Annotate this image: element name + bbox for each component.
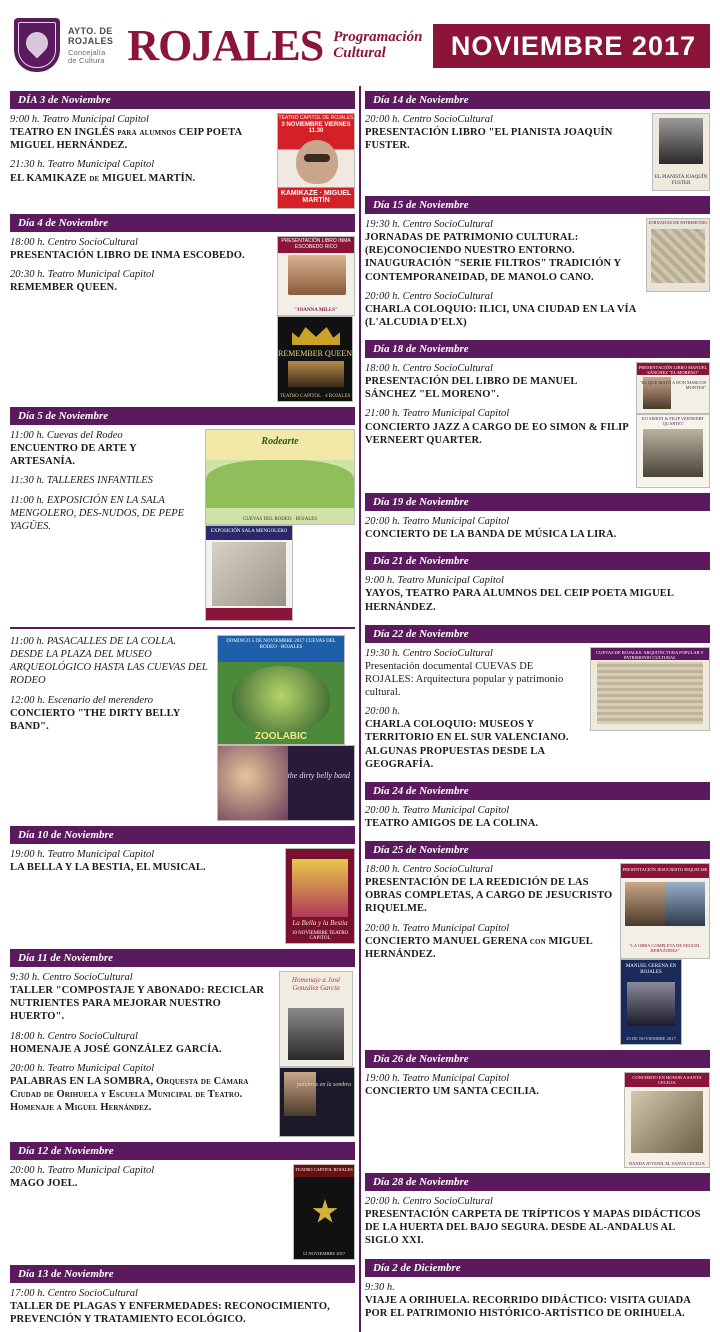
day-artwork [279, 971, 355, 1137]
event-entry [10, 113, 271, 152]
event-entry [365, 1195, 704, 1248]
poster-la-bella-y-la-bestia [285, 848, 355, 944]
day-block [10, 1164, 355, 1260]
poster-homenaje-jose-gonzalez [279, 971, 353, 1067]
event-entry [10, 429, 199, 468]
poster-mengolero [205, 525, 293, 621]
event-entry [365, 705, 584, 771]
event-title: REMEMBER QUEEN. [10, 282, 118, 294]
event-time: 20:00 h. Teatro Municipal Capitol [364, 922, 510, 934]
day-artwork [277, 236, 355, 402]
day-header: Día 2 de Diciembre [365, 1259, 710, 1277]
day-entries [365, 863, 614, 967]
coat-of-arms-icon [14, 18, 60, 74]
poster-title: the dirty belly band [287, 771, 351, 780]
poster-libro-el-moreno [636, 362, 710, 414]
event-title: TALLER "COMPOSTAJE Y ABONADO: RECICLAR NUTRIENTES PARA MEJORAR NUESTRO HUERTO". [10, 985, 265, 1023]
poster-header: PRESENTACIÓN LIBRO MANUEL SÁNCHEZ "EL MORENO" [638, 365, 708, 375]
event-entry [10, 474, 199, 487]
poster-label: TEATRO CAPITOL DE ROJALES [278, 115, 354, 121]
day-block [365, 863, 710, 1045]
poster-bottom: BANDA JUVENIL M. SANTA CECILIA [629, 1161, 705, 1166]
poster-header: TEATRO CAPITOL ROJALES [294, 1165, 354, 1177]
event-time: 11:30 h. TALLERES INFANTILES [10, 475, 153, 487]
ayto-line-1: AYTO. DE [68, 26, 113, 37]
day-block [365, 218, 710, 335]
day-header: Día 22 de Noviembre [365, 625, 710, 643]
day-entries [365, 1195, 704, 1254]
event-entry [10, 1030, 273, 1056]
day-entries [365, 647, 584, 777]
event-title: YAYOS, TEATRO PARA ALUMNOS DEL CEIP POETA MIGUEL HERNÁNDEZ. [364, 588, 674, 613]
poster-header: PRESENTACIÓN JESUCRISTO RIQUELME [621, 864, 709, 878]
day-block [10, 1287, 355, 1332]
event-title: JORNADAS DE PATRIMONIO CULTURAL: (RE)CONOCIENDO NUESTRO ENTORNO. INAUGURACIÓN "SERIE FILTROS" TRADICIÓN Y CONTEMPORANEIDAD, DE MANOLO CANO. [364, 232, 621, 283]
event-time: 9:00 h. Teatro Municipal Capitol [10, 114, 149, 125]
day-artwork [652, 113, 710, 191]
event-time: 11:00 h. PASACALLES DE LA COLLA. DESDE LA PLAZA DEL MUSEO ARQUEOLÓGICO HASTA LAS CUEVAS DEL RODEO [10, 636, 208, 687]
event-time: 18:00 h. Centro SocioCultural [364, 864, 493, 875]
poster-title: Homenaje a José González García [291, 976, 341, 992]
day-header: Día 28 de Noviembre [365, 1173, 710, 1191]
event-time: 21:30 h. Teatro Municipal Capitol [10, 159, 155, 171]
day-entries [365, 1281, 704, 1326]
day-block [365, 113, 710, 191]
day-artwork [636, 362, 710, 488]
poster-title: EO SIMON & FILIP VERNEERT QUARTET [641, 416, 705, 426]
poster-concierto-jazz [636, 414, 710, 488]
day-artwork [277, 113, 355, 209]
event-title: PRESENTACIÓN LIBRO DE INMA ESCOBEDO. [10, 250, 245, 262]
event-entry [10, 158, 271, 184]
day-artwork [646, 218, 710, 292]
event-entry [365, 574, 704, 613]
day-block [10, 113, 355, 209]
event-time: 20:00 h. Teatro Municipal Capitol [10, 1165, 155, 1176]
event-time: 18:00 h. Centro SocioCultural [10, 237, 138, 248]
day-header: Día 18 de Noviembre [365, 340, 710, 358]
day-artwork [217, 635, 355, 821]
poster-top: PRESENTACIÓN LIBRO INMA ESCOBEDO RICO [278, 237, 354, 253]
event-time: 11:00 h. EXPOSICIÓN EN LA SALA MENGOLERO, DES-NUDOS, DE PEPE YAGÜES. [10, 494, 185, 532]
event-entry [365, 1281, 704, 1320]
event-title: PRESENTACIÓN DEL LIBRO DE MANUEL SÁNCHEZ "EL MORENO". [364, 376, 577, 401]
event-time: 20:30 h. Teatro Municipal Capitol [10, 269, 155, 281]
poster-title: MANUEL GERENA EN ROJALES [625, 964, 677, 975]
poster-kamikaze [277, 113, 355, 209]
event-time: 20:00 h. [364, 706, 400, 718]
poster-palabras-en-la-sombra [279, 1067, 355, 1137]
event-entry [365, 647, 584, 700]
event-title: CHARLA COLOQUIO: ILICI, UNA CIUDAD EN LA VÍA (L'ALCUDIA D'ELX) [364, 303, 636, 328]
day-artwork [285, 848, 355, 944]
event-time: 20:00 h. Teatro Municipal Capitol [364, 516, 510, 527]
page-header [0, 0, 720, 86]
poster-title: Rodearte [261, 436, 299, 447]
poster-bottom: 25 DE NOVIEMBRE 2017 [626, 1036, 676, 1041]
day-header: Día 4 de Noviembre [10, 214, 355, 232]
event-title: CONCIERTO "THE DIRTY BELLY BAND". [10, 707, 180, 732]
day-header: Día 19 de Noviembre [365, 493, 710, 511]
poster-title: La Bella y la Bestia [292, 919, 348, 927]
event-title: CONCIERTO UM SANTA CECILIA. [364, 1086, 540, 1098]
day-header: Día 25 de Noviembre [365, 841, 710, 859]
event-time: 9:00 h. Teatro Municipal Capitol [364, 575, 504, 587]
event-time: 17:00 h. Centro SocioCultural [10, 1288, 138, 1299]
poster-dirty-belly-band [217, 745, 355, 821]
event-time: 19:30 h. Centro SocioCultural [364, 219, 493, 230]
day-entries [365, 218, 640, 335]
right-column [365, 86, 710, 1332]
day-header: Día 24 de Noviembre [365, 782, 710, 800]
event-entry [365, 407, 630, 446]
poster-santa-cecilia [624, 1072, 710, 1168]
event-title: MAGO JOEL. [10, 1178, 78, 1190]
poster-title: JORNADAS DE PATRIMONIO [648, 220, 708, 225]
day-entries [10, 1164, 287, 1196]
poster-bottom: KAMIKAZE · MIGUEL MARTÍN [280, 190, 352, 204]
day-entries [10, 971, 273, 1120]
event-time: 19:30 h. Centro SocioCultural [364, 647, 493, 659]
event-time: 9:30 h. Centro SocioCultural [10, 972, 133, 983]
subtitle [333, 30, 422, 62]
poster-band: 3 NOVIEMBRE VIERNES 11.30 [281, 122, 351, 134]
day-entries [365, 574, 704, 619]
day-header: Día 12 de Noviembre [10, 1142, 355, 1160]
event-title: CONCIERTO JAZZ A CARGO DE EO SIMON & FILIP VERNEERT QUARTER. [364, 421, 629, 446]
subtitle-line-1: Programación [333, 29, 423, 46]
event-entry [10, 694, 211, 733]
day-entries [10, 113, 271, 191]
event-title: CONCIERTO MANUEL GERENA con MIGUEL HERNÁNDEZ. [364, 935, 593, 960]
event-entry [365, 515, 704, 541]
poster-text: "LA OBRA COMPLETA DE MIGUEL HERNÁNDEZ" [629, 943, 701, 954]
day-block [365, 1072, 710, 1168]
event-title: TEATRO AMIGOS DE LA COLINA. [364, 817, 539, 829]
day-block [10, 848, 355, 944]
poster-title: REMEMBER QUEEN [278, 349, 353, 358]
column-divider [359, 86, 361, 1332]
section-divider [10, 627, 355, 629]
day-entries [365, 1072, 618, 1104]
day-block [10, 971, 355, 1137]
event-title: EL KAMIKAZE de MIGUEL MARTÍN. [10, 172, 196, 184]
poster-manuel-gerena [620, 959, 682, 1045]
day-block [365, 804, 710, 836]
event-time: 20:00 h. Teatro Municipal Capitol [10, 1062, 155, 1074]
event-entry [10, 1062, 273, 1115]
day-block [365, 574, 710, 619]
event-time: 20:00 h. Centro SocioCultural [364, 1196, 493, 1207]
ayto-line-4: de Cultura [68, 55, 105, 65]
poster-rodearte [205, 429, 355, 525]
event-title: VIAJE A ORIHUELA. RECORRIDO DIDÁCTICO: VISITA GUIADA POR EL PATRIMONIO HISTÓRICO-ARTÍSTICO DE ORIHUELA. [364, 1294, 691, 1319]
day-header: Día 11 de Noviembre [10, 949, 355, 967]
municipality-label [68, 27, 113, 65]
event-entry [365, 290, 640, 329]
poster-title: palabras en la sombra [296, 1082, 352, 1088]
event-entry [10, 236, 271, 262]
event-entry [365, 1072, 618, 1098]
event-time: 19:00 h. Teatro Municipal Capitol [364, 1073, 510, 1084]
poster-cuevas-de-rojales [590, 647, 710, 731]
event-entry [10, 848, 279, 874]
day-artwork [205, 429, 355, 621]
day-artwork [293, 1164, 355, 1260]
event-entry [365, 804, 704, 830]
event-time: 21:00 h. Teatro Municipal Capitol [364, 408, 510, 420]
event-title: LA BELLA Y LA BESTIA, EL MUSICAL. [10, 862, 206, 874]
left-column [10, 86, 355, 1332]
event-entry [365, 218, 640, 284]
event-title: Presentación documental CUEVAS DE ROJALES: Arquitectura popular y patrimonio cultural. [364, 660, 564, 698]
event-title: PRESENTACIÓN DE LA REEDICIÓN DE LAS OBRAS COMPLETAS, A CARGO DE JESUCRISTO RIQUELME. [364, 877, 613, 915]
day-block [365, 1281, 710, 1326]
month-badge: NOVIEMBRE 2017 [433, 24, 710, 68]
event-title: PRESENTACIÓN LIBRO "EL PIANISTA JOAQUÍN FUSTER. [364, 127, 613, 152]
event-time: 11:00 h. Cuevas del Rodeo [10, 430, 123, 441]
day-entries [10, 1287, 349, 1332]
day-block [365, 515, 710, 547]
day-entries [365, 515, 704, 547]
day-block [365, 362, 710, 488]
day-block [10, 429, 355, 621]
event-time: 20:00 h. Teatro Municipal Capitol [364, 804, 510, 816]
poster-text: "EL QUE MATÓ A DON MARCOS MONTES" [639, 380, 706, 390]
poster-bottom: 10 NOVIEMBRE TEATRO CAPITOL [291, 931, 349, 941]
day-entries [10, 635, 211, 739]
poster-title: EL PIANISTA JOAQUÍN FUSTER [654, 175, 708, 186]
poster-header: EXPOSICIÓN SALA MENGOLERO [206, 526, 292, 540]
day-block [10, 635, 355, 821]
day-entries [10, 848, 279, 880]
poster-remember-queen [277, 316, 353, 402]
event-time: 19:00 h. Teatro Municipal Capitol [10, 849, 155, 860]
day-header: DÍA 3 de Noviembre [10, 91, 355, 109]
subtitle-line-2: Cultural [333, 45, 386, 61]
poster-bottom: "JOANNA MILLS" [294, 308, 338, 313]
event-time: 18:00 h. Centro SocioCultural [364, 363, 493, 374]
day-entries [365, 113, 646, 158]
day-header: Día 15 de Noviembre [365, 196, 710, 214]
day-artwork [624, 1072, 710, 1168]
day-header: Día 21 de Noviembre [365, 552, 710, 570]
day-entries [10, 236, 271, 301]
event-title: PRESENTACIÓN CARPETA DE TRÍPTICOS Y MAPAS DIDÁCTICOS DE LA HUERTA DEL BAJO SEGURA. DESDE AL-ANDALUS AL SIGLO XXI. [364, 1209, 701, 1247]
event-time: 12:00 h. Escenario del merendero [10, 694, 153, 706]
poster-zoolabic [217, 635, 345, 745]
event-entry [10, 268, 271, 294]
day-artwork [620, 863, 710, 1045]
day-block [10, 236, 355, 402]
day-artwork [590, 647, 710, 731]
day-header: Día 26 de Noviembre [365, 1050, 710, 1068]
day-header: Día 10 de Noviembre [10, 826, 355, 844]
poster-jesucristo-riquelme [620, 863, 710, 959]
day-entries [365, 362, 630, 453]
ayto-line-2: ROJALES [68, 35, 114, 46]
poster-header: CUEVAS DE ROJALES: ARQUITECTURA POPULAR Y PATRIMONIO CULTURAL [591, 648, 709, 660]
poster-bottom: CUEVAS DEL RODEO · ROJALES [242, 517, 318, 522]
day-header: Día 14 de Noviembre [365, 91, 710, 109]
event-entry [10, 635, 211, 688]
poster-bottom: 12 NOVIEMBRE 2017 [302, 1251, 346, 1256]
event-time: 9:30 h. [364, 1281, 395, 1293]
poster-bottom: TEATRO CAPITOL · 4 ROJALES [279, 394, 351, 399]
event-title: CHARLA COLOQUIO: MUSEOS Y TERRITORIO EN EL SUR VALENCIANO. ALGUNAS PROPUESTAS DESDE LA GEOGRAFÍA. [364, 719, 569, 770]
event-title: ENCUENTRO DE ARTE Y ARTESANÍA. [10, 443, 137, 468]
event-title: PALABRAS EN LA SOMBRA, Orquesta de Cámara Ciudad de Orihuela y Escuela Municipal de Teatro. Homenaje a Miguel Hernández. [10, 1075, 249, 1114]
event-entry [365, 922, 614, 961]
event-time: 18:00 h. Centro SocioCultural [10, 1030, 138, 1042]
poster-mago-joel [293, 1164, 355, 1260]
event-entry [10, 971, 273, 1024]
poster-header: DOMINGO 5 DE NOVIEMBRE 2017 CUEVAS DEL RODEO · ROJALES [218, 636, 344, 662]
day-header: Día 13 de Noviembre [10, 1265, 355, 1283]
event-entry [10, 1164, 287, 1190]
ayto-line-3: Concejalía [68, 47, 106, 57]
event-title: CONCIERTO DE LA BANDA DE MÚSICA LA LIRA. [364, 529, 617, 541]
poster-el-pianista [652, 113, 710, 191]
event-time: 20:00 h. Centro SocioCultural [364, 114, 493, 125]
event-entry [365, 362, 630, 401]
event-entry [365, 863, 614, 916]
event-entry [10, 1287, 349, 1326]
day-block [365, 1195, 710, 1254]
day-entries [10, 429, 199, 539]
poster-title: ZOOLABIC [254, 731, 308, 742]
day-block [365, 647, 710, 777]
poster-inma-escobedo [277, 236, 355, 316]
day-header: Día 5 de Noviembre [10, 407, 355, 425]
event-title: TALLER DE PLAGAS Y ENFERMEDADES: RECONOCIMIENTO, PREVENCIÓN Y TRATAMIENTO ECOLÓGICO. [10, 1301, 330, 1326]
poster-jornadas-patrimonio [646, 218, 710, 292]
poster-header: CONCIERTO EN HONOR A SANTA CECILIA [625, 1073, 709, 1087]
event-time: 20:00 h. Centro SocioCultural [364, 290, 493, 302]
event-title: HOMENAJE A JOSÉ GONZÁLEZ GARCÍA. [10, 1043, 222, 1055]
day-entries [365, 804, 704, 836]
event-entry [365, 113, 646, 152]
event-title: TEATRO EN INGLÉS para alumnos CEIP POETA MIGUEL HERNÁNDEZ. [10, 127, 242, 152]
event-entry [10, 494, 199, 533]
page-title: ROJALES [127, 21, 324, 70]
